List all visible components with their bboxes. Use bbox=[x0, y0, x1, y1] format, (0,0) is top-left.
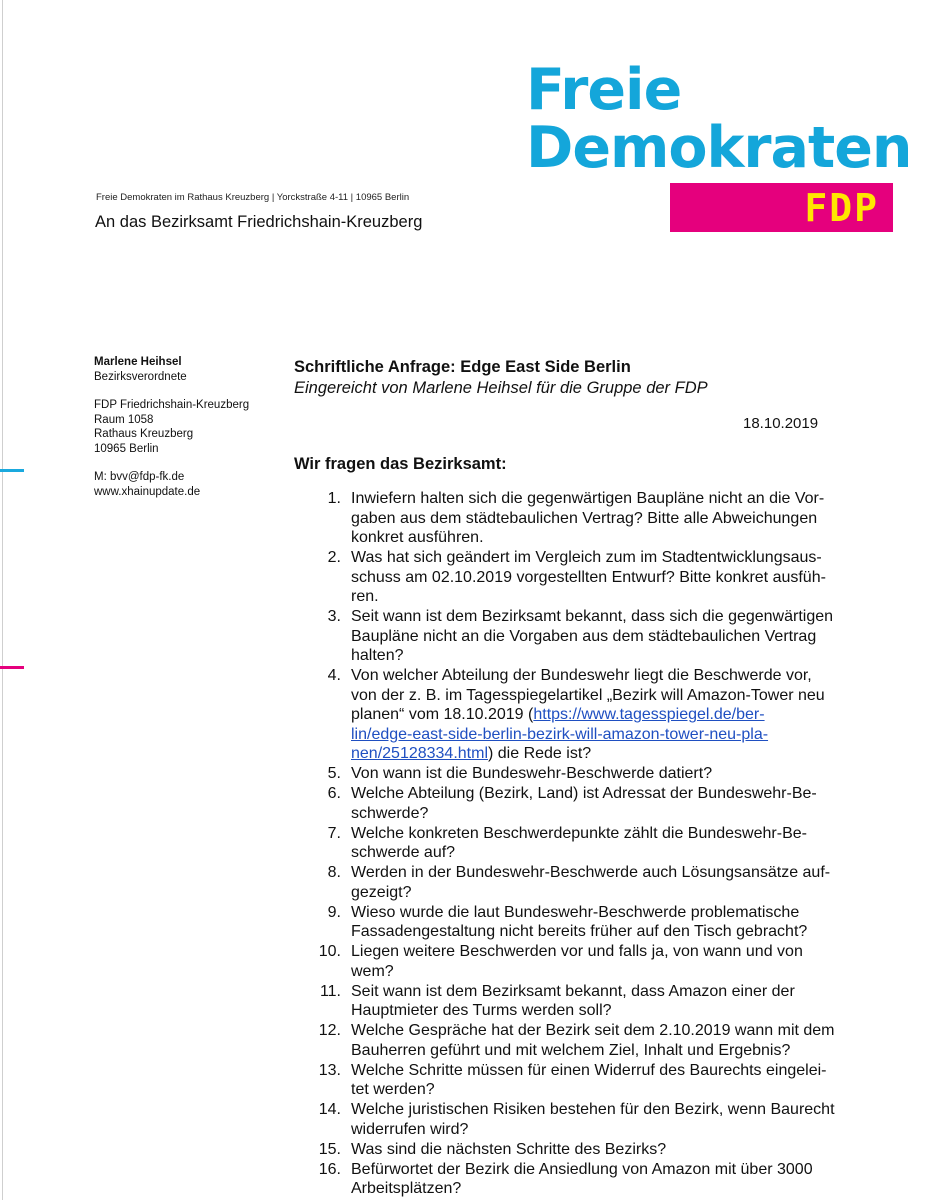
question-number: 6. bbox=[327, 785, 341, 802]
question-number: 10. bbox=[318, 943, 341, 960]
question-text: Welche Schritte müssen für einen Widerruf des Baurechts eingelei- tet werden? bbox=[351, 1061, 827, 1098]
question-number: 16. bbox=[318, 1160, 341, 1178]
contact-website: www.xhainupdate.de bbox=[94, 485, 201, 498]
submitted-by: Eingereicht von Marlene Heihsel für die Gruppe der FDP bbox=[294, 379, 708, 397]
article-link[interactable]: nen/25128334.html bbox=[351, 745, 488, 762]
question-item bbox=[318, 666, 838, 764]
question-text: Welche Gespräche hat der Bezirk seit dem 2.10.2019 wann mit dem Bauherren geführt und mit welchem Ziel, Inhalt und Ergebnis? bbox=[351, 1022, 835, 1059]
question-text: Welche konkreten Beschwerdepunkte zählt die Bundeswehr-Be- schwerde auf? bbox=[351, 824, 807, 861]
question-number: 2. bbox=[327, 549, 341, 566]
question-item bbox=[318, 1160, 838, 1199]
question-item bbox=[318, 784, 838, 823]
question-item bbox=[318, 1021, 838, 1060]
question-number: 5. bbox=[327, 765, 341, 782]
question-text: Seit wann ist dem Bezirksamt bekannt, dass sich die gegenwärtigen Baupläne nicht an die Vorgaben aus dem städtebaulichen Vertrag halten? bbox=[351, 608, 834, 664]
question-list bbox=[318, 489, 838, 1199]
question-number: 9. bbox=[327, 903, 341, 921]
subject-block bbox=[294, 357, 708, 399]
question-item bbox=[318, 489, 838, 548]
question-number: 12. bbox=[318, 1022, 341, 1039]
question-item bbox=[318, 548, 838, 607]
question-text: Seit wann ist dem Bezirksamt bekannt, dass Amazon einer der Hauptmieter des Turms werden soll? bbox=[351, 982, 795, 1019]
address-line: Rathaus Kreuzberg bbox=[94, 428, 194, 440]
author-sidebar bbox=[94, 355, 249, 499]
question-number: 13. bbox=[318, 1061, 341, 1079]
article-link[interactable]: https://www.tagesspiegel.de/ber- bbox=[533, 706, 765, 723]
address-line: Raum 1058 bbox=[94, 413, 154, 426]
question-item bbox=[318, 1061, 838, 1100]
question-item bbox=[318, 607, 838, 666]
question-number: 3. bbox=[327, 608, 341, 625]
question-item bbox=[318, 1140, 838, 1160]
contact-email: M: bvv@fdp-fk.de bbox=[94, 471, 185, 483]
logo-line-freie: Freie bbox=[526, 57, 682, 123]
sender-line: Freie Demokraten im Rathaus Kreuzberg | Yorckstraße 4-11 | 10965 Berlin bbox=[96, 192, 410, 203]
question-number: 14. bbox=[318, 1101, 341, 1118]
question-item bbox=[318, 764, 838, 784]
logo-line-demokraten: Demokraten bbox=[526, 115, 912, 181]
question-item bbox=[318, 982, 838, 1021]
question-text: Welche Abteilung (Bezirk, Land) ist Adressat der Bundeswehr-Be- schwerde? bbox=[351, 785, 817, 822]
question-item bbox=[318, 903, 838, 942]
intro-heading: Wir fragen das Bezirksamt: bbox=[294, 455, 507, 473]
logo-fdp-box bbox=[670, 183, 893, 232]
question-number: 8. bbox=[327, 864, 341, 881]
question-item bbox=[318, 1100, 838, 1139]
question-text: Wieso wurde die laut Bundeswehr-Beschwerde problematische Fassadengestaltung nicht bereits früher auf den Tisch gebracht? bbox=[351, 903, 808, 940]
fdp-logo bbox=[526, 57, 912, 237]
question-text: Welche juristischen Risiken bestehen für den Bezirk, wenn Baurecht widerrufen wird? bbox=[351, 1101, 835, 1138]
question-number: 4. bbox=[327, 667, 341, 684]
question-item bbox=[318, 942, 838, 981]
author-name: Marlene Heihsel bbox=[94, 356, 182, 368]
question-text: Liegen weitere Beschwerden vor und falls ja, von wann und von wem? bbox=[351, 943, 803, 980]
address-line: 10965 Berlin bbox=[94, 442, 159, 455]
question-text: Werden in der Bundeswehr-Beschwerde auch Lösungsansätze auf- gezeigt? bbox=[351, 864, 831, 901]
fold-mark-top bbox=[0, 469, 24, 472]
article-link[interactable]: lin/edge-east-side-berlin-bezirk-will-amazon-tower-neu-pla- bbox=[351, 725, 769, 743]
question-text: Von welcher Abteilung der Bundeswehr liegt die Beschwerde vor, von der z. B. im Tagesspiegelartikel „Bezirk will Amazon-Tower neu planen“ vom 18.10.2019 (https://www.tagesspiegel.de/ber- lin/edge-east-side-berlin-bezirk-will-amazon-tower-neu-pla- nen/25128334.html) die Rede ist? bbox=[351, 667, 825, 762]
question-text: Von wann ist die Bundeswehr-Beschwerde datiert? bbox=[351, 765, 713, 782]
author-role: Bezirksverordnete bbox=[94, 370, 187, 383]
question-number: 7. bbox=[327, 824, 341, 842]
page-edge bbox=[2, 0, 3, 1200]
question-number: 15. bbox=[318, 1140, 341, 1158]
subject-title: Schriftliche Anfrage: Edge East Side Berlin bbox=[294, 358, 631, 376]
question-text: Befürwortet der Bezirk die Ansiedlung von Amazon mit über 3000 Arbeitsplätzen? bbox=[351, 1160, 813, 1197]
logo-fdp-text: FDP bbox=[804, 186, 879, 230]
question-item bbox=[318, 863, 838, 902]
question-number: 11. bbox=[319, 982, 341, 1000]
address-line: FDP Friedrichshain-Kreuzberg bbox=[94, 399, 250, 411]
recipient: An das Bezirksamt Friedrichshain-Kreuzberg bbox=[95, 213, 423, 231]
question-text: Was hat sich geändert im Vergleich zum im Stadtentwicklungsaus- schuss am 02.10.2019 vorgestellten Entwurf? Bitte konkret ausfüh- ren. bbox=[351, 549, 826, 605]
letter-date: 18.10.2019 bbox=[743, 415, 819, 432]
question-text: Was sind die nächsten Schritte des Bezirks? bbox=[351, 1140, 667, 1158]
question-number: 1. bbox=[327, 490, 341, 507]
question-text: Inwiefern halten sich die gegenwärtigen Baupläne nicht an die Vor- gaben aus dem städtebaulichen Vertrag? Bitte alle Abweichungen konkret ausführen. bbox=[351, 490, 825, 546]
fold-mark-bottom bbox=[0, 666, 24, 669]
question-item bbox=[318, 824, 838, 863]
